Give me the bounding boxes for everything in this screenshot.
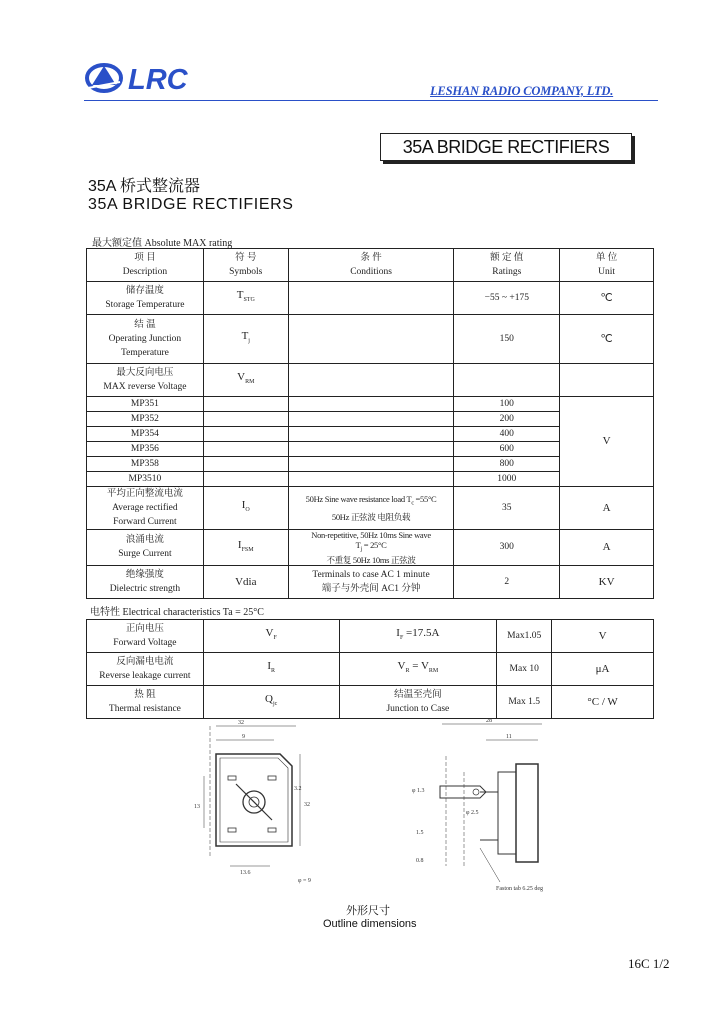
reverse-cond	[288, 364, 454, 397]
dim-label: 32	[238, 720, 244, 726]
model-value: 100	[454, 397, 560, 412]
dim-label: 3.2	[294, 786, 302, 792]
thermal-unit: °C / W	[552, 686, 654, 719]
junction-unit: ℃	[560, 315, 654, 364]
dim-label: 1.5	[416, 830, 424, 836]
model-cond	[288, 412, 454, 427]
thermal-cond: 结温至壳间 Junction to Case	[339, 686, 497, 719]
model-value: 600	[454, 442, 560, 457]
model-value: 200	[454, 412, 560, 427]
dim-label: 28	[486, 718, 492, 724]
thermal-desc: 热 阻 Thermal resistance	[87, 686, 204, 719]
table-row	[87, 565, 654, 598]
model-name: MP3510	[87, 472, 204, 487]
table-row	[87, 530, 654, 566]
table-header-row	[87, 249, 654, 282]
model-value: 1000	[454, 472, 560, 487]
table-row	[87, 487, 654, 530]
storage-cond	[288, 282, 454, 315]
model-name: MP354	[87, 427, 204, 442]
absolute-max-table	[86, 248, 654, 599]
dim-label: φ 2.5	[466, 810, 479, 816]
dim-label: 11	[506, 734, 512, 740]
subtitle-cn: 35A 桥式整流器	[88, 178, 201, 195]
title-box: 35A BRIDGE RECTIFIERS	[380, 133, 632, 161]
header-divider	[84, 100, 658, 101]
dim-label: 13	[194, 804, 200, 810]
avg-rating: 35	[454, 487, 560, 530]
avg-symbol: $I_O$	[203, 487, 288, 530]
model-name: MP352	[87, 412, 204, 427]
model-cond	[288, 397, 454, 412]
header-unit: 单 位 Unit	[560, 249, 654, 282]
outline-drawing	[180, 716, 580, 906]
header-conditions: 条 件 Conditions	[288, 249, 454, 282]
model-cond	[288, 442, 454, 457]
model-value: 400	[454, 427, 560, 442]
model-cond	[288, 457, 454, 472]
model-name: MP358	[87, 457, 204, 472]
model-symbol	[203, 412, 288, 427]
junction-cond	[288, 315, 454, 364]
leak-symbol: $I_R$	[203, 653, 339, 686]
reverse-rating	[454, 364, 560, 397]
surge-unit: A	[560, 530, 654, 566]
model-name: MP351	[87, 397, 204, 412]
reverse-desc: 最大反向电压 MAX reverse Voltage	[87, 364, 204, 397]
dim-label: 9	[242, 734, 245, 740]
dielectric-desc: 绝缘强度 Dielectric strength	[87, 565, 204, 598]
thermal-max: Max 1.5	[497, 686, 552, 719]
avg-unit: A	[560, 487, 654, 530]
surge-symbol: $I_{FSM}$	[203, 530, 288, 566]
storage-desc: 储存温度 Storage Temperature	[87, 282, 204, 315]
table-row	[87, 315, 654, 364]
dim-label: 0.8	[416, 858, 424, 864]
outline-caption-cn: 外形尺寸	[346, 905, 390, 917]
table-row	[87, 686, 654, 719]
dim-label: 13.6	[240, 870, 251, 876]
forward-desc: 正向电压 Forward Voltage	[87, 620, 204, 653]
side-view	[440, 724, 542, 882]
header-ratings: 额 定 值 Ratings	[454, 249, 560, 282]
thermal-symbol: $Q_{jc}$	[203, 686, 339, 719]
storage-rating: −55 ~ +175	[454, 282, 560, 315]
leak-cond: $V_R = V_{RM}$	[339, 653, 497, 686]
forward-symbol: $V_F$	[203, 620, 339, 653]
junction-symbol: $T_j$	[203, 315, 288, 364]
leak-unit: μA	[552, 653, 654, 686]
elec-caption: 电特性 Electrical characteristics Ta = 25°C	[90, 607, 264, 618]
surge-rating: 300	[454, 530, 560, 566]
avg-desc: 平均正向整流电流 Average rectified Forward Current	[87, 487, 204, 530]
forward-max: Max1.05	[497, 620, 552, 653]
company-name: LESHAN RADIO COMPANY, LTD.	[430, 84, 614, 98]
model-cond	[288, 472, 454, 487]
model-symbol	[203, 397, 288, 412]
model-symbol	[203, 427, 288, 442]
page-number: 16C 1/2	[628, 956, 670, 971]
avg-cond: 50Hz Sine wave resistance load $T_c =55^\circ C$ 50Hz 正弦波 电阻负载	[288, 487, 454, 530]
storage-symbol: $T_{STG}$	[203, 282, 288, 315]
junction-rating: 150	[454, 315, 560, 364]
table-row	[87, 620, 654, 653]
dielectric-unit: KV	[560, 565, 654, 598]
dim-label: Faston tab 6.25 deg	[496, 886, 543, 892]
lrc-logo	[84, 58, 212, 98]
reverse-symbol: $V_{RM}$	[203, 364, 288, 397]
dielectric-cond: Terminals to case AC 1 minute 端子与外壳间 AC1 分钟	[288, 565, 454, 598]
subtitle-en: 35A BRIDGE RECTIFIERS	[88, 196, 294, 213]
model-symbol	[203, 442, 288, 457]
electrical-table	[86, 619, 654, 719]
model-cond	[288, 427, 454, 442]
surge-desc: 浪涌电流 Surge Current	[87, 530, 204, 566]
storage-unit: ℃	[560, 282, 654, 315]
dim-label: 32	[304, 802, 310, 808]
header-description: 项 目 Description	[87, 249, 204, 282]
junction-desc: 结 温 Operating Junction Temperature	[87, 315, 204, 364]
dielectric-rating: 2	[454, 565, 560, 598]
model-symbol	[203, 472, 288, 487]
abs-caption: 最大额定值 Absolute MAX rating	[92, 238, 233, 249]
table-row	[87, 282, 654, 315]
dielectric-symbol: Vdia	[203, 565, 288, 598]
reverse-unit	[560, 364, 654, 397]
table-row	[87, 364, 654, 397]
leak-desc: 反向漏电电流 Reverse leakage current	[87, 653, 204, 686]
header-symbols: 符 号 Symbols	[203, 249, 288, 282]
dim-label: φ = 9	[298, 878, 311, 884]
model-name: MP356	[87, 442, 204, 457]
logo-text: LRC	[128, 64, 188, 96]
table-row	[87, 653, 654, 686]
surge-cond: Non-repetitive, 50Hz 10ms Sine wave $T_j = 25^\circ C$ 不重复 50Hz 10ms 正弦波	[288, 530, 454, 566]
dim-label: φ 1.3	[412, 788, 425, 794]
front-view	[204, 726, 300, 866]
table-row	[87, 397, 654, 412]
models-unit: V	[560, 397, 654, 487]
forward-cond: $I_F =17.5A$	[339, 620, 497, 653]
model-value: 800	[454, 457, 560, 472]
model-symbol	[203, 457, 288, 472]
forward-unit: V	[552, 620, 654, 653]
leak-max: Max 10	[497, 653, 552, 686]
outline-caption-en: Outline dimensions	[323, 918, 417, 930]
